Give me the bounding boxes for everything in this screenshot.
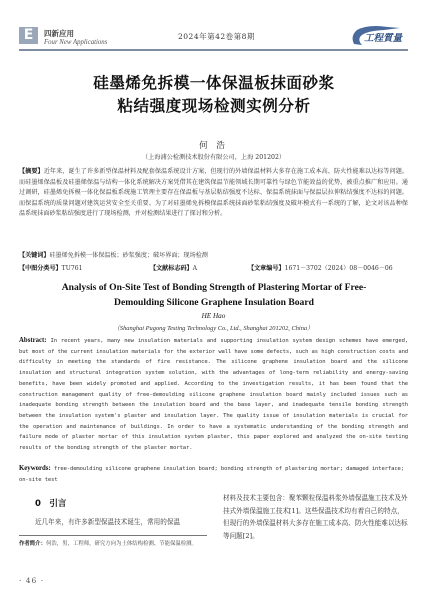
article-number — [248, 263, 393, 272]
author-name: 何 浩 — [199, 141, 228, 151]
document-code-value: A — [192, 265, 198, 272]
brand-logo-text: 工程質量 — [364, 33, 403, 44]
keywords-en — [19, 464, 408, 485]
article-number-label: 【文章编号】 — [248, 265, 285, 272]
column-name-cn: 四新应用 — [44, 29, 74, 38]
keywords-en-label: Keywords: — [19, 465, 51, 472]
abstract-en — [19, 336, 408, 454]
abstract-cn-label: 【摘要】 — [19, 168, 44, 175]
clc-number — [19, 263, 83, 272]
document-code — [150, 263, 197, 272]
article-number-value: 1671－3702（2024）08－0046－06 — [284, 265, 393, 272]
journal-logo-icon: E — [19, 27, 38, 44]
keywords-cn — [19, 251, 408, 261]
intro-right-column: 材料及技术主要包含：聚苯颗粒保温料浆外墙保温施工技术及外挂式外墙保温施工技术[1]。这些保温技术均有着自己的特点，但现行的外墙保温材料大多存在施工成本高、防火性能难以达标等问题[2]。 — [223, 494, 408, 540]
author-affiliation: （上海浦公检测技术股份有限公司，上海 201202） — [141, 154, 286, 161]
brand-logo-icon — [348, 25, 406, 47]
article-title-line-2: 粘结强度现场检测实例分析 — [117, 97, 311, 115]
footnote-rule — [19, 535, 207, 536]
abstract-en-text: In recent years, many new insulation materials and supporting insulation system design schemes have emerged, but most of the current insulation materials for the exterior wall have some defects, such as high construction costs and difficulty in meeting the standards of fire resistance. The silicone graphene insulation board and the silicone insulation and structural integration system solution, with the advantages of long-term reliability and energy-saving benefits, have been widely promoted and applied. According to the investigation results, it has been found that the construction management quality of free-demoulding silicone graphene insulation board mainly included issues such as inadequate bonding strength between the insulation board and the base layer, and inadequate tensile bonding strength between the insulation system's plaster and insulation layer. The quality issue of insulation materials is crucial for the operation and maintenance of buildings. In order to have a systematic understanding of the bonding strength and failure mode of plaster mortar of this insulation system plaster, this paper explored and analyzed the on-site testing results of the bonding strength of the plaster mortar. — [19, 338, 408, 452]
abstract-en-label: Abstract: — [19, 337, 47, 344]
issue-info: 2024年第42卷第8期 — [178, 32, 255, 41]
author-name-en: HE Hao — [201, 312, 226, 320]
article-title-line-1: 硅墨烯免拆模一体保温板抹面砂浆 — [93, 74, 335, 92]
document-code-label: 【文献标志码】 — [150, 265, 193, 272]
footnote-label: 作者简介： — [19, 541, 46, 547]
clc-label: 【中图分类号】 — [19, 265, 62, 272]
footnote-text: 何浩，男，工程师，研究方向为土体结构检测、节能保温检测。 — [45, 541, 197, 547]
clc-value: TU761 — [61, 265, 83, 272]
column-name-en: Four New Applications — [44, 39, 108, 46]
page-header — [0, 0, 427, 46]
section-heading: 0 引言 — [35, 499, 67, 509]
keywords-cn-label: 【关键词】 — [19, 252, 50, 259]
article-title-en: Analysis of On-Site Test of Bonding Strength of Plastering Mortar of Free-Demoulding Silicone Graphene Insulation Board — [61, 282, 367, 308]
page-number: · 46 · — [19, 576, 45, 585]
header-rule — [19, 49, 408, 51]
abstract-cn — [19, 167, 408, 220]
keywords-cn-text: 硅墨烯免拆模一体保温板；砂浆强度；破坏界面；现场检测 — [49, 252, 208, 259]
article-title — [20, 72, 408, 118]
author-footnote — [19, 539, 219, 547]
keywords-en-text: free-demoulding silicone graphene insulation board; bonding strength of plastering mortar; damaged interface; on-site test — [19, 466, 404, 483]
abstract-cn-text: 近年来，诞生了许多新型保温材料及配套保温系统设计方案，但现行的外墙保温材料大多存在施工成本高、防火性能难以达标等问题。而硅墨烯保温板及硅墨烯保温与结构一体化系统解决方案凭借其在建筑保温节能领域长期可靠性与绿色节能效益的优势，被重点推广和应用。通过调研，硅墨烯免拆模一体化保温板系统施工管理主要存在保温板与基层粘结强度不达标、保温系统抹面与保温层拉伸粘结强度不达标的问题。而保温系统的质量问题对建筑运营安全至关重要。为了对硅墨烯免拆模保温系统抹面砂浆粘结强度及破坏模式有一系统的了解，论文对该品种保温系统抹面砂浆粘结强度进行了现场检测，并对检测结果进行了探讨和分析。 — [19, 168, 409, 217]
intro-left-column: 近几年来，有许多新型保温技术诞生，常用的保温 — [35, 518, 181, 526]
author-affiliation-en: （Shanghai Pugong Testing Technology Co., Ltd., Shanghai 201202, China） — [113, 325, 314, 332]
